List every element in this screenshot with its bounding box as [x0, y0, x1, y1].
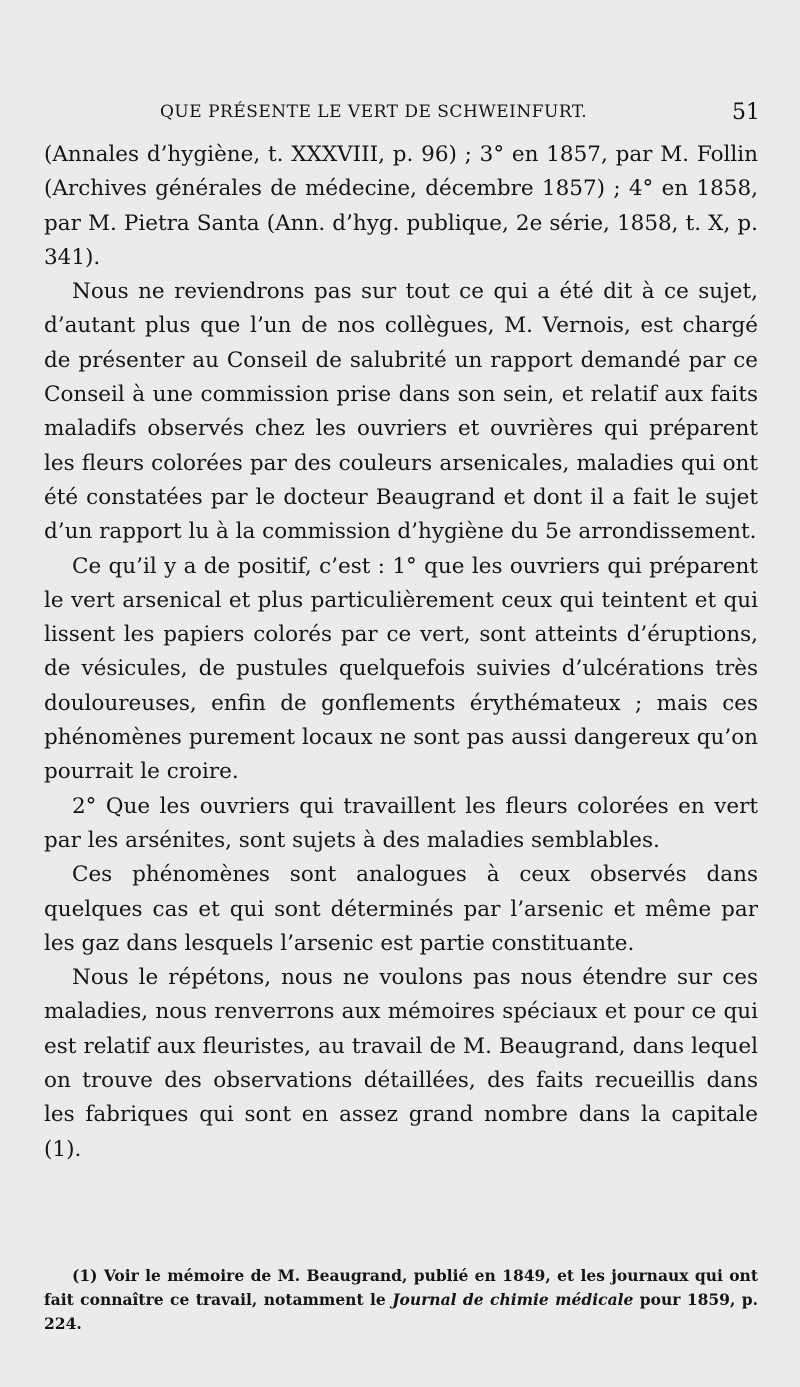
page-header — [60, 100, 760, 130]
paragraph-4: 2° Que les ouvriers qui travaillent les fleurs colorées en vert par les arsénites, sont sujets à des maladies semblables. — [44, 793, 758, 853]
paragraph-3: Ce qu’il y a de positif, c’est : 1° que les ouvriers qui préparent le vert arsenical et plus particulièrement ceux qui teintent et qui lissent les papiers colorés par ce vert, sont atteints d’éruptions, de vésicules, de pustules quelquefois suivies d’ulcérations très douloureuses, enfin de gonflements érythémateux ; mais ces phénomènes purement locaux ne sont pas aussi dangereux qu’on pourrait le croire. — [44, 553, 758, 785]
paragraph-5: Ces phénomènes sont analogues à ceux observés dans quelques cas et qui sont déterminés par l’arsenic et même par les gaz dans lesquels l’arsenic est partie constituante. — [44, 862, 758, 956]
footnote-lead: (1) Voir le mémoire de M. Beaugrand, publié en 1849, et les journaux qui ont fait connaître ce travail, notamment le — [44, 1266, 758, 1309]
body-text — [44, 138, 758, 1167]
paragraph-1: (Annales d’hygiène, t. XXXVIII, p. 96) ; 3° en 1857, par M. Follin (Archives générales de médecine, décembre 1857) ; 4° en 1858, par M. Pietra Santa (Ann. d’hyg. publique, 2e série, 1858, t. X, p. 341). — [44, 142, 758, 270]
page-number: 51 — [732, 100, 760, 125]
running-title: QUE PRÉSENTE LE VERT DE SCHWEINFURT. — [160, 102, 588, 122]
footnote-tail: pour 1859, p. 224. — [44, 1290, 758, 1333]
footnote — [44, 1264, 758, 1336]
paragraph-6: Nous le répétons, nous ne voulons pas nous étendre sur ces maladies, nous renverrons aux mémoires spéciaux et pour ce qui est relatif aux fleuristes, au travail de M. Beaugrand, dans lequel on trouve des observations détaillées, des faits recueillis dans les fabriques qui sont en assez grand nombre dans la capitale (1). — [44, 965, 758, 1162]
paragraph-2: Nous ne reviendrons pas sur tout ce qui a été dit à ce sujet, d’autant plus que l’un de nos collègues, M. Vernois, est chargé de présenter au Conseil de salubrité un rapport demandé par ce Conseil à une commission prise dans son sein, et relatif aux faits maladifs observés chez les ouvriers et ouvrières qui préparent les fleurs colorées par des couleurs arsenicales, maladies qui ont été constatées par le docteur Beaugrand et dont il a fait le sujet d’un rapport lu à la commission d’hygiène du 5e arrondissement. — [44, 279, 758, 545]
footnote-journal-title: Journal de chimie médicale — [392, 1290, 634, 1309]
